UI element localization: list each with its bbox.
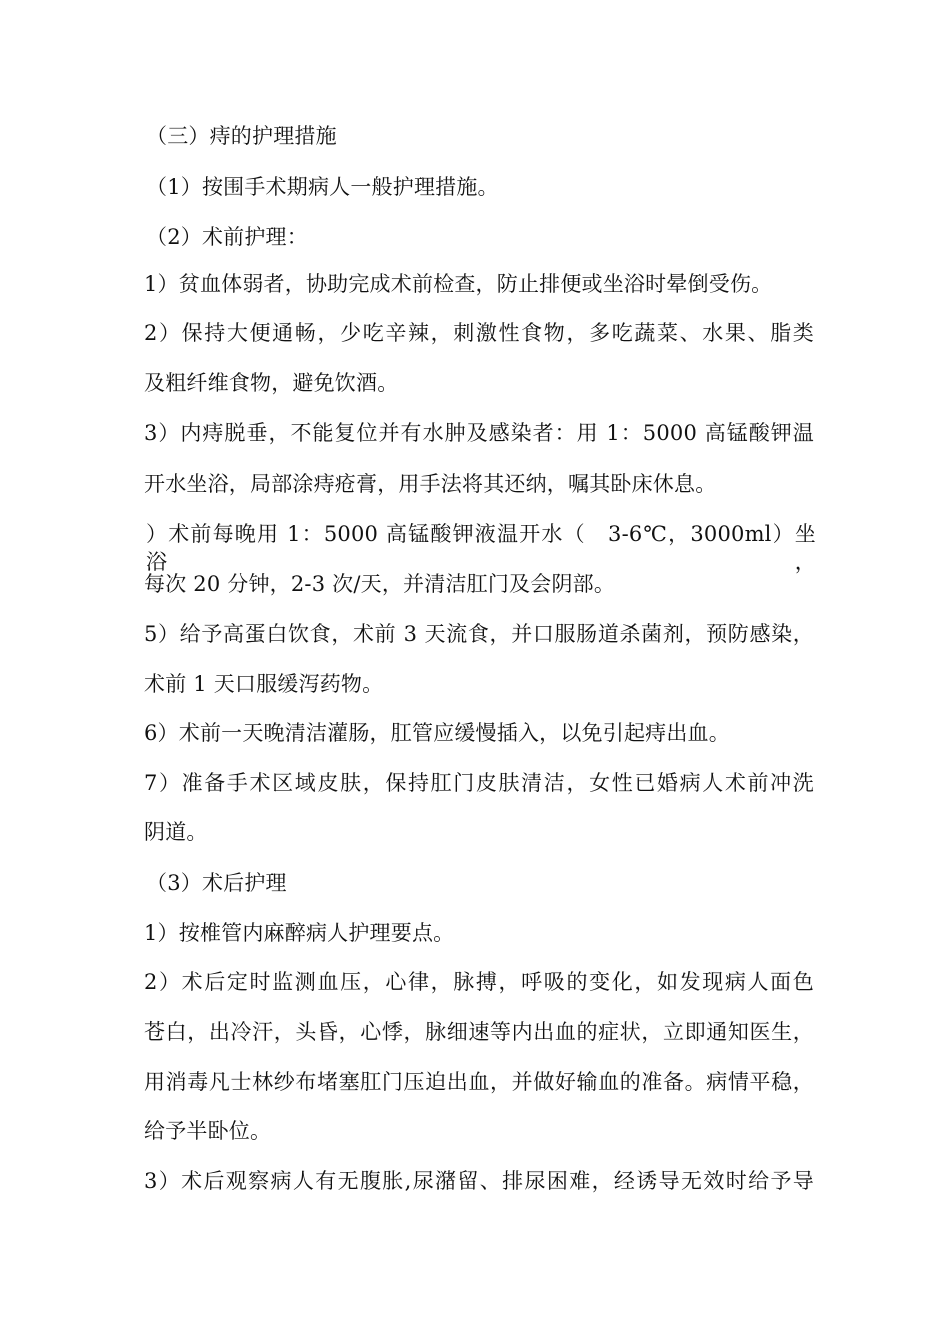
paragraph-line: 3）术后观察病人有无腹胀,尿潴留、排尿困难，经诱导无效时给予导 bbox=[144, 1169, 814, 1193]
paragraph-line: 1）按椎管内麻醉病人护理要点。 bbox=[144, 921, 455, 945]
paragraph-line: 及粗纤维食物，避免饮酒。 bbox=[144, 371, 399, 395]
paragraph-line: 5）给予高蛋白饮食，术前 3 天流食，并口服肠道杀菌剂，预防感染， bbox=[144, 622, 814, 646]
section-heading: （三）痔的护理措施 bbox=[146, 124, 337, 148]
paragraph-line: 术前 1 天口服缓泻药物。 bbox=[144, 672, 384, 696]
paragraph-line: 1）贫血体弱者，协助完成术前检查，防止排便或坐浴时晕倒受伤。 bbox=[144, 272, 773, 296]
subsection-heading: （2）术前护理： bbox=[146, 225, 308, 249]
paragraph-line: 用消毒凡士林纱布堵塞肛门压迫出血，并做好输血的准备。病情平稳， bbox=[144, 1070, 814, 1094]
paragraph-line: ）术前每晚用 1：5000 高锰酸钾液温开水（ 3-6℃，3000ml）坐浴， bbox=[146, 522, 816, 574]
paragraph-line: 6）术前一天晚清洁灌肠，肛管应缓慢插入，以免引起痔出血。 bbox=[144, 721, 730, 745]
paragraph-line: 阴道。 bbox=[144, 820, 208, 844]
paragraph-line: 开水坐浴，局部涂痔疮膏，用手法将其还纳，嘱其卧床休息。 bbox=[144, 472, 717, 496]
paragraph-line: 2）术后定时监测血压，心律，脉搏，呼吸的变化，如发现病人面色 bbox=[144, 970, 814, 994]
subsection-heading: （3）术后护理 bbox=[146, 871, 287, 895]
paragraph-line: （1）按围手术期病人一般护理措施。 bbox=[146, 175, 499, 199]
paragraph-line: 苍白，出冷汗，头昏，心悸，脉细速等内出血的症状，立即通知医生， bbox=[144, 1020, 814, 1044]
paragraph-line: 3）内痔脱垂，不能复位并有水肿及感染者：用 1：5000 高锰酸钾温 bbox=[144, 421, 814, 445]
paragraph-line: 7）准备手术区域皮肤，保持肛门皮肤清洁，女性已婚病人术前冲洗 bbox=[144, 771, 814, 795]
paragraph-line: 2）保持大便通畅，少吃辛辣，刺激性食物，多吃蔬菜、水果、脂类 bbox=[144, 321, 814, 345]
paragraph-line: 给予半卧位。 bbox=[144, 1119, 272, 1143]
paragraph-line: 每次 20 分钟，2-3 次/天，并清洁肛门及会阴部。 bbox=[144, 572, 616, 596]
